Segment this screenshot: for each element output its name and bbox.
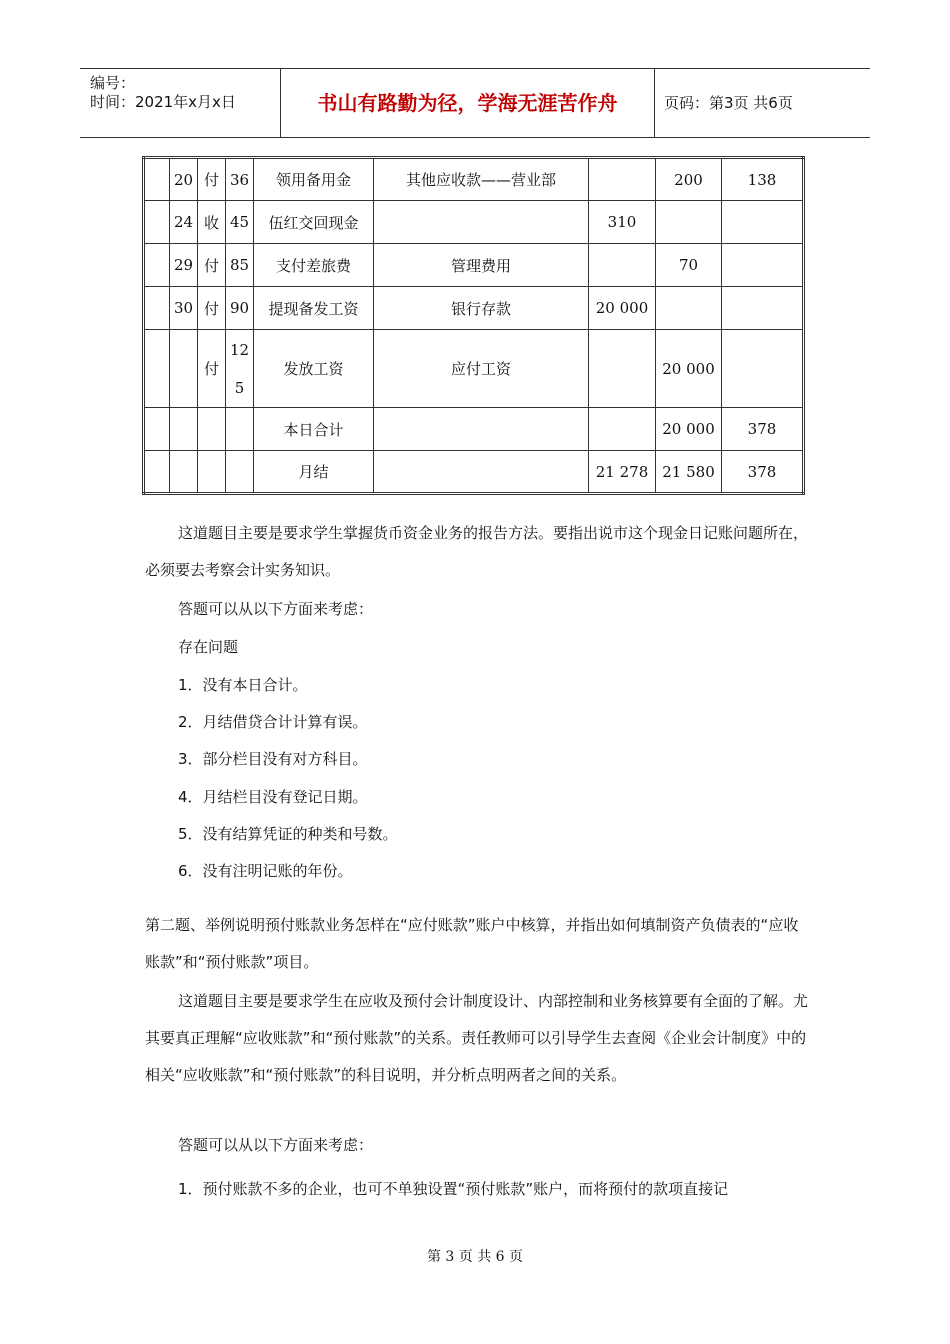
date-label: 时间：2021年x月x日 [90,93,236,111]
day-cell: 24 [170,201,198,244]
day-cell [170,330,198,408]
credit-cell: 70 [656,244,722,287]
page-label: 页码：第3页 共6页 [664,94,793,112]
list-item: 6．没有注明记账的年份。 [178,862,353,880]
balance-cell: 378 [722,408,804,451]
summary-cell: 支付差旅费 [254,244,374,287]
debit-cell: 21 278 [589,451,656,494]
voucher-no-cell: 85 [226,244,254,287]
margin-cell [144,158,170,201]
balance-cell [722,287,804,330]
voucher-no-bottom: 5 [234,378,245,397]
type-cell: 付 [198,158,226,201]
account-cell: 其他应收款——营业部 [374,158,589,201]
debit-cell: 310 [589,201,656,244]
margin-cell [144,287,170,330]
voucher-no-cell [226,408,254,451]
margin-cell [144,244,170,287]
summary-cell: 领用备用金 [254,158,374,201]
debit-cell [589,330,656,408]
table-row [144,287,804,330]
table-row [144,201,804,244]
type-cell: 付 [198,287,226,330]
table-row [144,244,804,287]
account-cell [374,201,589,244]
summary-cell: 月结 [254,451,374,494]
balance-cell: 138 [722,158,804,201]
list-item: 1．没有本日合计。 [178,676,308,694]
day-cell [170,408,198,451]
account-cell [374,408,589,451]
voucher-no-cell [226,330,254,408]
credit-cell: 20 000 [656,408,722,451]
account-cell: 应付工资 [374,330,589,408]
balance-cell: 378 [722,451,804,494]
day-cell: 29 [170,244,198,287]
list-item: 3．部分栏目没有对方科目。 [178,750,368,768]
debit-cell: 20 000 [589,287,656,330]
analysis-paragraph: 这道题目主要是要求学生掌握货币资金业务的报告方法。要指出说市这个现金日记账问题所在，必须要去考察会计实务知识。 [145,524,809,579]
type-cell: 付 [198,244,226,287]
credit-cell: 21 580 [656,451,722,494]
account-cell [374,451,589,494]
summary-cell: 提现备发工资 [254,287,374,330]
voucher-no-cell: 45 [226,201,254,244]
credit-cell [656,287,722,330]
question-two: 第二题、举例说明预付账款业务怎样在“应付账款”账户中核算，并指出如何填制资产负债表的“应收账款”和“预付账款”项目。 [145,916,799,971]
day-cell: 30 [170,287,198,330]
type-cell [198,408,226,451]
answer-intro-2: 答题可以从以下方面来考虑： [178,1136,374,1154]
credit-cell: 20 000 [656,330,722,408]
voucher-no-cell: 90 [226,287,254,330]
type-cell [198,451,226,494]
balance-cell [722,244,804,287]
type-cell: 付 [198,330,226,408]
analysis-paragraph-2: 这道题目主要是要求学生在应收及预付会计制度设计、内部控制和业务核算要有全面的了解。尤其要真正理解“应收账款”和“预付账款”的关系。责任教师可以引导学生去查阅《企业会计制度》中的相关“应收账款”和“预付账款”的科目说明，并分析点明两者之间的关系。 [145,992,809,1084]
account-cell: 管理费用 [374,244,589,287]
header-info [80,69,281,137]
table-row [144,158,804,201]
table-row [144,408,804,451]
debit-cell [589,408,656,451]
debit-cell [589,158,656,201]
day-cell [170,451,198,494]
motto: 书山有路勤为径，学海无涯苦作舟 [281,69,655,137]
list-item: 2．月结借贷合计计算有误。 [178,713,368,731]
list-item: 4．月结栏目没有登记日期。 [178,788,368,806]
debit-cell [589,244,656,287]
credit-cell [656,201,722,244]
table-row [144,330,804,408]
credit-cell: 200 [656,158,722,201]
summary-cell: 发放工资 [254,330,374,408]
margin-cell [144,451,170,494]
margin-cell [144,408,170,451]
voucher-no-top: 12 [229,340,250,359]
page-header [80,68,870,138]
voucher-no-cell: 36 [226,158,254,201]
problems-heading: 存在问题 [178,638,239,656]
day-cell: 20 [170,158,198,201]
page-footer: 第 3 页 共 6 页 [426,1249,524,1265]
margin-cell [144,330,170,408]
type-cell: 收 [198,201,226,244]
summary-cell: 伍红交回现金 [254,201,374,244]
summary-cell: 本日合计 [254,408,374,451]
table-row [144,451,804,494]
margin-cell [144,201,170,244]
serial-label: 编号： [90,74,136,92]
account-cell: 银行存款 [374,287,589,330]
balance-cell [722,201,804,244]
voucher-no-cell [226,451,254,494]
list-item: 5．没有结算凭证的种类和号数。 [178,825,398,843]
cash-journal-table [142,156,805,495]
balance-cell [722,330,804,408]
answer-intro: 答题可以从以下方面来考虑： [178,600,374,618]
answer-point-1: 1．预付账款不多的企业，也可不单独设置“预付账款”账户，而将预付的款项直接记 [178,1180,729,1198]
